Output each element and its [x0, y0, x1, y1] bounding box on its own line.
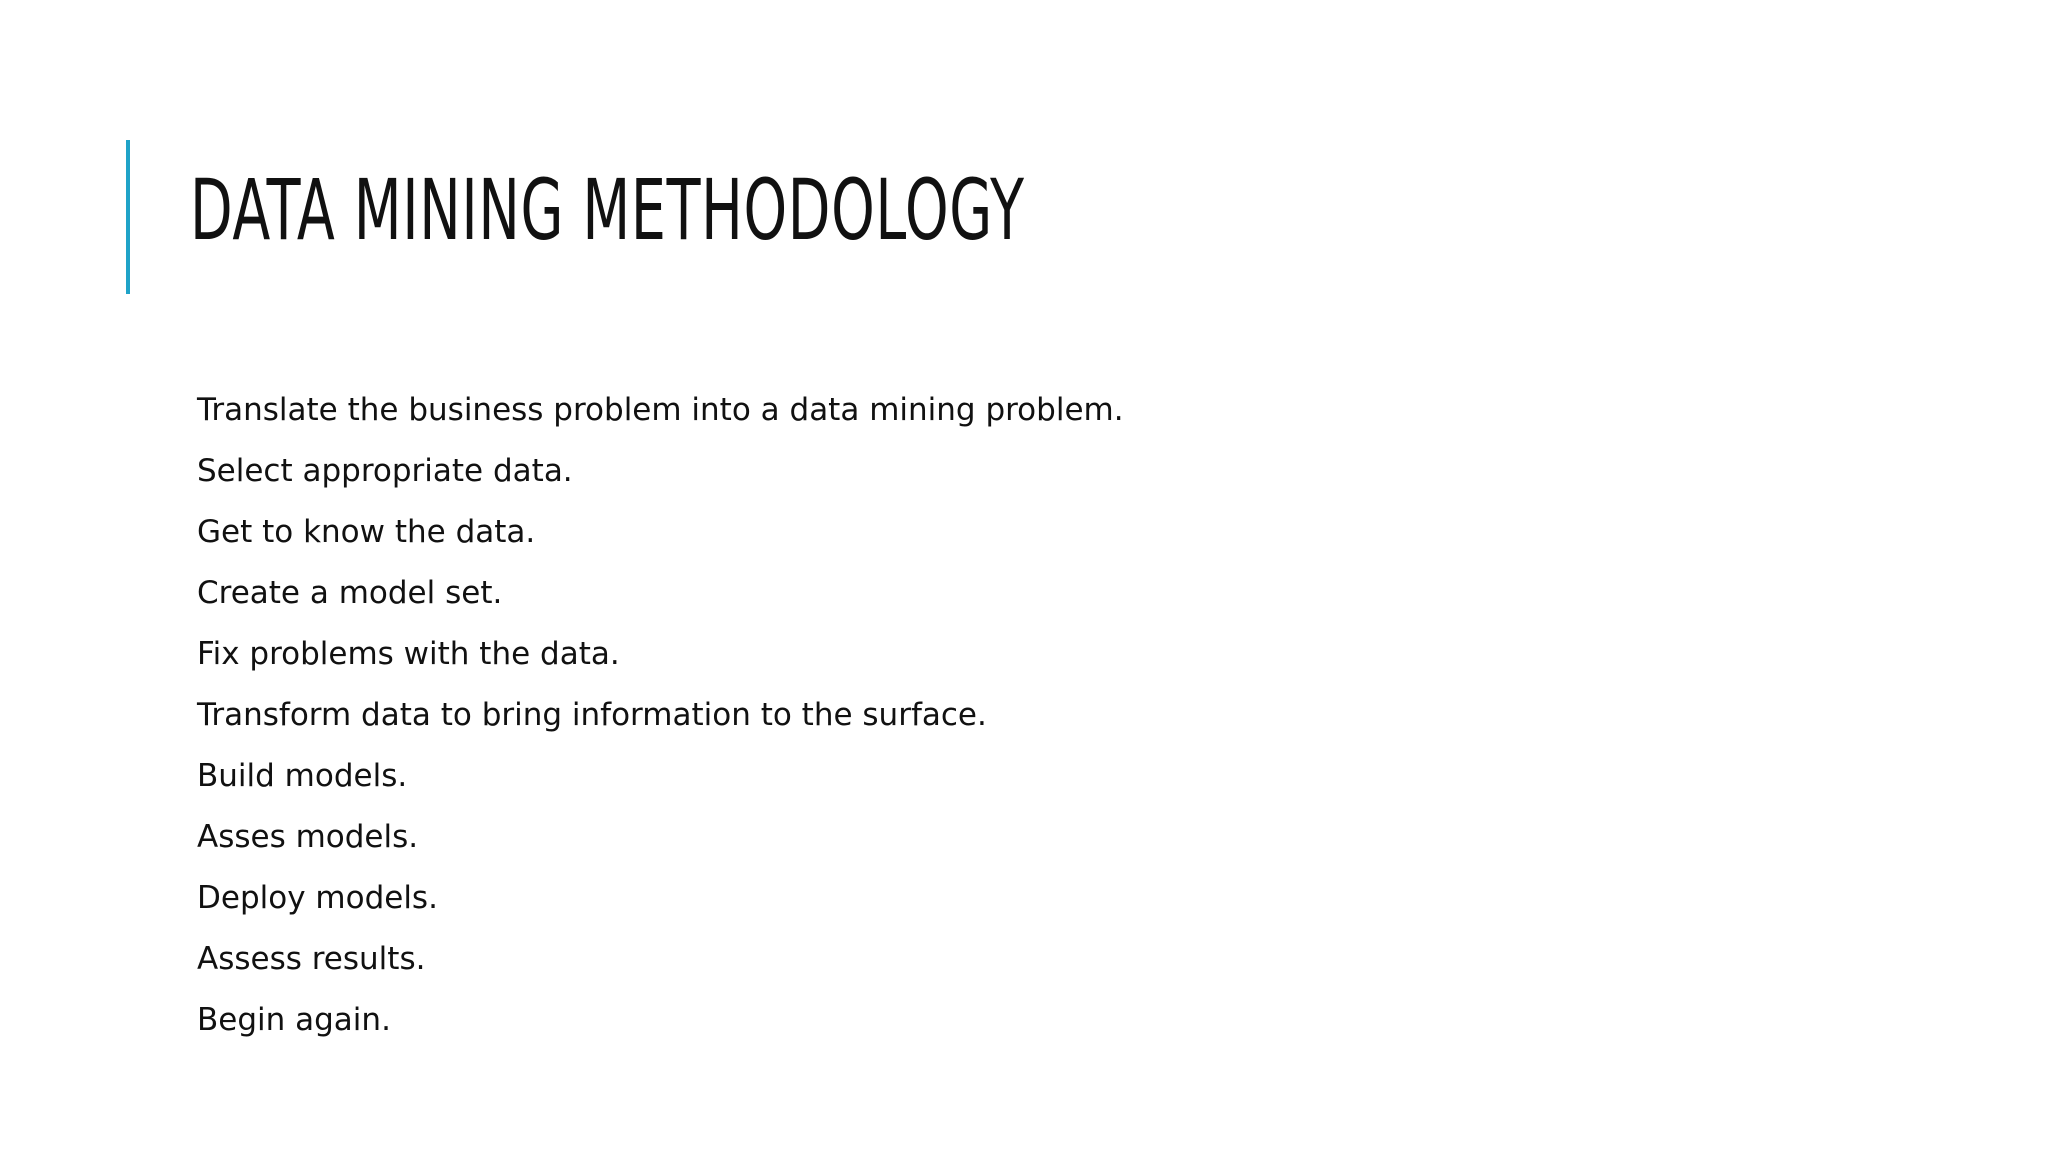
list-item: Create a model set.	[197, 575, 503, 611]
list-item: Translate the business problem into a data mining problem.	[197, 392, 1124, 428]
list-item: Begin again.	[197, 1002, 391, 1038]
slide-title: DATA MINING METHODOLOGY	[190, 161, 1025, 259]
list-item: Asses models.	[197, 819, 419, 855]
list-item: Assess results.	[197, 941, 426, 977]
methodology-steps-list	[197, 380, 1124, 1051]
list-item: Fix problems with the data.	[197, 636, 620, 672]
list-item: Deploy models.	[197, 880, 438, 916]
title-accent-bar	[126, 140, 130, 294]
list-item: Build models.	[197, 758, 408, 794]
list-item: Get to know the data.	[197, 514, 536, 550]
list-item: Transform data to bring information to the surface.	[197, 697, 987, 733]
list-item: Select appropriate data.	[197, 453, 573, 489]
